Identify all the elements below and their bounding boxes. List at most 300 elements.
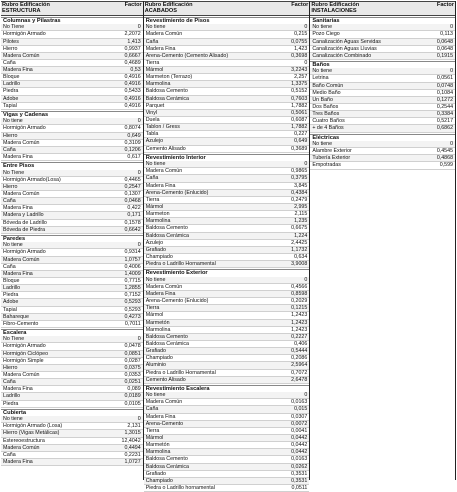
row-factor: 0,4916 [124,95,141,102]
section-rows [310,24,455,60]
row-label: Caña [3,379,16,386]
row-label: No tiene [145,276,166,283]
table-row [144,74,310,81]
table-row [1,351,143,358]
row-factor: 0,089 [127,386,141,393]
row-label: Parquet [145,102,165,109]
row-factor: 0,5217 [436,118,454,125]
row-factor: 0,7011 [124,320,141,327]
row-label: Grafiado [145,470,167,477]
row-factor: 0,3698 [291,52,308,59]
row-factor: 0 [137,416,141,423]
row-label: Madera Fina [3,458,33,465]
table-row [144,60,310,67]
row-label: Tablon / Gress [145,124,180,131]
row-label: Hormigón Armado [3,31,46,38]
row-label: Hormigón Armado (Losa) [3,423,63,430]
table-row [1,39,143,46]
row-label: Madera y Ladrillo [3,212,44,219]
row-factor: 0,0648 [436,38,454,45]
table-row [1,198,143,205]
column-header [1,1,143,16]
table-row [1,227,143,234]
table-row [1,445,143,452]
table-row [1,31,143,38]
row-factor: 0,5061 [291,109,308,116]
table-row [144,284,310,291]
row-factor: 1,413 [127,38,141,45]
row-factor: 3,2243 [291,67,308,74]
table-row [1,147,143,154]
row-label: Alambre Exterior [312,148,352,155]
row-factor: 0 [304,161,308,168]
table-row [144,312,310,319]
row-factor: 1,1732 [291,246,308,253]
row-factor: 2,257 [294,74,308,81]
row-label: Madera Fina [3,154,33,161]
table-row [1,438,143,445]
row-label: Baldosa Cemento [145,456,188,463]
table-row [1,379,143,386]
section-title: Revestimiento de Pisos [144,17,310,24]
section-rows [310,68,455,132]
row-factor: 0,0163 [291,399,308,406]
table-row [144,362,310,369]
table-row [144,305,310,312]
row-label: Baldosa Cerámica [145,463,189,470]
row-label: Mármol [145,67,164,74]
row-factor: 0,7152 [124,292,141,299]
table-row [144,291,310,298]
table-row [310,39,455,46]
table-row [144,183,310,190]
table-row [1,140,143,147]
row-factor: 1,423 [294,45,308,52]
table-row [1,184,143,191]
row-label: Caña [3,263,16,270]
row-label: Mármol [145,312,164,319]
row-label: Pozo Ciego [312,31,340,38]
row-factor: 0,015 [294,406,308,413]
table-row [1,170,143,177]
header-rubro: Rubro Edificación [144,2,193,8]
row-factor: 0,0648 [436,45,454,52]
header-factor: Factor [291,2,309,8]
row-factor: 0,4273 [124,313,141,320]
row-factor: 0,3531 [291,470,308,477]
row-factor: 0,6675 [291,225,308,232]
row-label: Arena-Cemento (Cemento Alisado) [145,52,229,59]
row-factor: 0,0251 [124,379,141,386]
row-label: Marmetón [145,442,170,449]
column-acabados [144,1,311,492]
row-label: Hierro [3,45,18,52]
row-factor: 0,0468 [124,198,141,205]
row-label: No Tiene [3,24,25,31]
row-label: Baldosa Cemento [145,333,188,340]
table-row [1,393,143,400]
table-row [144,138,310,145]
row-factor: 0,0478 [124,343,141,350]
row-label: Champiado [145,355,173,362]
section-rows [1,170,143,234]
section-title: Vigas y Cadenas [1,111,143,118]
row-label: Madera Fina [145,182,176,189]
row-label: Ladrillo [3,285,21,292]
row-label: No tiene [145,392,166,399]
header-category: INSTALACIONES [311,8,357,15]
section-title: Columnas y Pilastras [1,17,143,24]
row-factor: 0,2086 [291,355,308,362]
row-factor: 0,0287 [124,357,141,364]
row-factor: 0,1578 [124,219,141,226]
row-factor: 0,1215 [291,305,308,312]
row-label: Madera Fina [145,413,176,420]
table-row [310,141,455,148]
table-row [144,341,310,348]
row-factor: 0 [137,336,141,343]
table-row [1,336,143,343]
section-title: Cubierta [1,409,143,416]
row-factor: 0,406 [294,340,308,347]
row-label: Fibro-Cemento [3,320,39,327]
table-row [144,88,310,95]
table-row [1,307,143,314]
table-row [144,320,310,327]
table-row [144,449,310,456]
row-label: Azulejo [145,138,164,145]
row-factor: 0,6667 [124,52,141,59]
table-row [310,90,455,97]
row-label: Mármol [145,204,164,210]
row-factor: 2,4425 [291,239,308,246]
table-row [1,191,143,198]
row-factor: 0 [137,242,141,249]
row-factor: 0,4545 [436,148,454,155]
row-factor: 0,4494 [124,444,141,451]
row-factor: 2,5964 [291,362,308,369]
table-row [144,254,310,261]
row-label: Champiado [145,477,173,484]
table-row [1,133,143,140]
row-label: Hormigón Ciclópeo [3,350,49,357]
row-label: Cuatro Baños [312,118,345,125]
row-label: Madera Común [3,372,40,379]
row-factor: 0,1206 [124,146,141,153]
row-label: Madera Fina [3,67,33,74]
row-factor: 0,6642 [124,226,141,233]
row-factor: 0,0748 [436,82,454,89]
row-label: Caña [145,175,159,182]
table-row [144,247,310,254]
table-row [144,96,310,103]
row-factor: 0,0511 [291,485,308,492]
row-factor: 0,53 [130,67,141,74]
table-row [144,327,310,334]
table-row [1,271,143,278]
table-row [144,277,310,284]
row-label: Arena-Cemento (Enlucido) [145,189,209,196]
row-label: Caña [3,59,16,66]
table-row [144,24,310,31]
table-row [1,430,143,437]
section-rows [144,277,310,384]
row-label: Aluminio [145,362,167,369]
row-factor: 1,0727 [124,458,141,465]
table-row [144,190,310,197]
row-factor: 0,0353 [124,372,141,379]
row-factor: 0,4566 [291,283,308,290]
row-label: Piedra o Ladrillo Hornamental [145,261,216,268]
row-label: Pilotes [3,38,19,45]
row-factor: 0,3531 [291,477,308,484]
row-label: Tierra [145,427,160,434]
row-label: No Tiene [3,336,25,343]
header-factor: Factor [436,2,455,8]
table-row [144,81,310,88]
table-row [1,81,143,88]
row-label: Bahareque [3,313,29,320]
row-label: Hormigón Armado [3,249,46,256]
row-factor: 0,4916 [124,102,141,109]
row-label: Tierra [145,59,160,66]
row-factor: 1,3375 [291,81,308,88]
row-factor: 0 [450,68,454,75]
row-label: Piedra [3,88,19,95]
row-label: Duela [145,117,160,124]
row-label: Letrina [312,75,329,82]
table-row [1,177,143,184]
table-row [310,111,455,118]
table-row [310,46,455,53]
row-label: Marmetón [145,319,170,326]
table-row [144,161,310,168]
table-row [144,233,310,240]
row-factor: 0,0041 [291,427,308,434]
row-label: Champiado [145,253,173,260]
row-factor: 0 [304,24,308,31]
table-row [1,423,143,430]
row-label: Canalización Aguas Servidas [312,38,381,45]
column-filler [1,466,143,480]
row-factor: 2,131 [127,423,141,430]
row-label: Baldosa Cerámica [145,232,189,239]
row-label: No tiene [3,118,23,125]
row-factor: 0,0307 [291,413,308,420]
table-row [1,96,143,103]
row-factor: 2,2072 [124,31,141,38]
row-label: Marmolina [145,326,171,333]
table-row [1,125,143,132]
table-row [144,456,310,463]
row-factor: 0,4916 [124,81,141,88]
row-label: Adobe [3,299,19,306]
table-row [1,321,143,328]
header-category: ACABADOS [144,8,178,15]
section-title: Entre Pisos [1,162,143,169]
table-row [1,249,143,256]
row-factor: 0,215 [294,31,308,38]
table-row [310,31,455,38]
table-row [144,421,310,428]
row-factor: 0,8598 [291,290,308,297]
table-row [144,175,310,182]
row-label: Baldosa Cemento [145,88,188,95]
row-label: Tierra [145,196,160,203]
row-label: Baldosa Cerámica [145,95,189,102]
table-row [144,435,310,442]
row-label: Bloque [3,74,20,81]
section-rows [1,118,143,161]
row-label: No tiene [312,141,333,147]
table-row [144,31,310,38]
row-factor: 0,649 [294,138,308,145]
row-factor: 0,113 [440,31,454,38]
header-factor: Factor [124,2,142,8]
table-row [144,39,310,46]
row-factor: 0,0755 [291,38,308,45]
section-title: Revestimiento Interior [144,154,310,161]
table-row [1,452,143,459]
row-factor: 1,2855 [124,285,141,292]
row-label: Piedra o Ladrillo Hornamental [145,369,216,376]
row-factor: 0,3384 [436,111,454,118]
row-label: Hormigón Armado [3,343,46,350]
row-label: Grafiado [145,246,167,253]
row-factor: 0,5444 [291,348,308,355]
row-label: Piedra [3,292,19,299]
row-factor: 0,2231 [124,451,141,458]
row-factor: 0,8074 [124,125,141,132]
table-row [310,83,455,90]
row-label: Marmolina [145,218,171,225]
row-label: Baldosa Cerámica [145,340,189,347]
table-row [1,88,143,95]
table-row [144,197,310,204]
row-label: Madera Común [3,190,40,197]
row-factor: 0,9865 [291,168,308,175]
row-label: Caña [3,198,16,205]
row-factor: 0,7072 [291,369,308,376]
row-label: Canalización Combinado [312,52,372,59]
row-factor: 0,3795 [291,175,308,182]
column-header [310,1,455,16]
table-row [1,60,143,67]
row-label: Piedra [3,400,19,407]
table-row [1,24,143,31]
table-row [310,155,455,162]
row-label: Caña [145,38,159,45]
row-label: Ladrillo [3,81,21,88]
table-row [1,299,143,306]
table-row [310,97,455,104]
row-label: Marmolina [145,81,171,88]
table-row [144,370,310,377]
table-row [310,162,455,169]
table-row [1,292,143,299]
row-factor: 0,5152 [291,88,308,95]
row-factor: 1,0757 [124,256,141,263]
table-row [144,298,310,305]
section-rows [144,161,310,268]
row-factor: 0,3109 [124,139,141,146]
section-rows [310,141,455,170]
row-label: Arena-Cemento (Enlucido) [145,298,209,305]
row-factor: 0,422 [127,205,141,212]
row-label: Marmeton [145,211,170,218]
row-label: Tres Baños [312,111,340,118]
row-label: Madera Fina [3,270,33,277]
row-factor: 0,0442 [291,435,308,442]
table-row [1,118,143,125]
table-row [144,53,310,60]
row-label: Hormigón Armado [3,125,46,132]
row-factor: 0,2227 [291,333,308,340]
row-factor: 0,0105 [124,400,141,407]
row-factor: 1,3015 [124,430,141,437]
table-row [144,204,310,211]
row-factor: 0,0375 [124,364,141,371]
row-label: No tiene [3,242,23,249]
table-row [1,314,143,321]
row-label: Cemento Alisado [145,376,186,383]
column-estructura [1,1,144,480]
table-row [144,399,310,406]
row-label: Baldosa Cemento [145,225,188,232]
row-factor: 0,9314 [124,249,141,256]
row-factor: 2,995 [294,204,308,210]
row-factor: 0,5293 [124,306,141,313]
row-label: No tiene [312,68,333,75]
table-row [1,285,143,292]
table-row [144,414,310,421]
section-rows [144,24,310,153]
row-factor: 0,0072 [291,420,308,427]
row-label: Caña [3,451,16,458]
row-factor: 0,4868 [436,155,454,162]
row-label: Marmeton (Terrazo) [145,74,193,81]
row-factor: 0 [304,392,308,399]
row-label: Madera Común [145,283,183,290]
table-row [310,104,455,111]
row-label: Adobe [3,95,19,102]
table-row [144,355,310,362]
table-row [1,343,143,350]
row-factor: 0,5433 [124,88,141,95]
row-label: Bóveda de Piedra [3,226,46,233]
row-label: Bloque [3,277,20,284]
table-row [144,46,310,53]
row-factor: 0,2029 [291,298,308,305]
section-rows [1,416,143,466]
table-row [144,225,310,232]
table-row [144,464,310,471]
row-factor: 0,0561 [436,75,454,82]
table-row [144,442,310,449]
row-label: Estereoestructura [3,437,45,444]
row-label: Madera Fina [145,45,176,52]
section-rows [144,392,310,492]
table-row [144,478,310,485]
row-factor: 0,0189 [124,393,141,400]
row-label: No tiene [3,416,23,423]
row-label: Grafiado [145,348,167,355]
table-row [1,154,143,161]
table-row [1,264,143,271]
row-label: Empotradas [312,162,341,169]
row-label: Dos Baños [312,104,339,111]
row-label: Tubería Exterior [312,155,351,162]
